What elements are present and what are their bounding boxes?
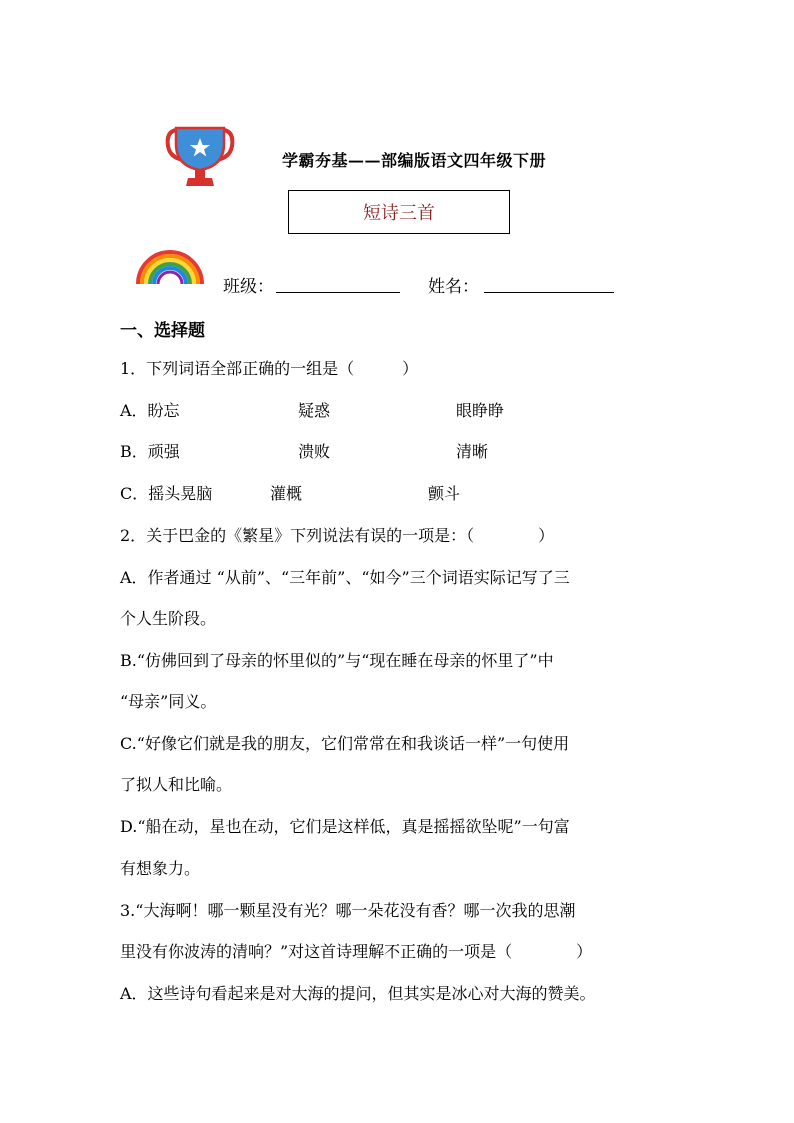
class-field[interactable]	[276, 292, 400, 293]
q2-option-a-line2: 个人生阶段。	[120, 609, 217, 628]
question-3-stem-line2: 里没有你波涛的清响？”对这首诗理解不正确的一项是（ ）	[120, 942, 593, 961]
lesson-title-box	[288, 190, 510, 234]
q2-option-d-line2: 有想象力。	[120, 859, 201, 878]
trophy-icon	[164, 126, 236, 194]
rainbow-icon	[134, 246, 206, 290]
question-3-stem-line1: 3.“大海啊！哪一颗星没有光？哪一朵花没有香？哪一次我的思潮	[120, 901, 576, 920]
q2-option-c-line1: C.“好像它们就是我的朋友，它们常常在和我谈话一样”一句使用	[120, 734, 570, 753]
lesson-title: 短诗三首	[363, 203, 435, 224]
question-1-stem: 1．下列词语全部正确的一组是（ ）	[120, 359, 419, 378]
q2-option-b-line1: B.“仿佛回到了母亲的怀里似的”与“现在睡在母亲的怀里了”中	[120, 651, 554, 670]
q1-option-c-label: C．摇头晃脑	[120, 484, 213, 503]
name-field[interactable]	[484, 292, 614, 293]
q1-option-b-word2: 溃败	[298, 442, 331, 461]
q1-option-a-word3: 眼睁睁	[456, 401, 505, 420]
q2-option-c-line2: 了拟人和比喻。	[120, 775, 233, 794]
section-heading: 一、选择题	[120, 321, 205, 341]
q1-option-c-word3: 颤斗	[428, 484, 461, 503]
q2-option-b-line2: “母亲”同义。	[120, 692, 217, 711]
q1-option-b-label: B．顽强	[120, 442, 180, 461]
class-label: 班级：	[223, 277, 274, 297]
q1-option-c-word2: 灌概	[270, 484, 303, 503]
name-label: 姓名：	[428, 277, 479, 297]
question-2-stem: 2．关于巴金的《繁星》下列说法有误的一项是：（ ）	[120, 526, 555, 545]
q2-option-d-line1: D.“船在动，星也在动，它们是这样低，真是摇摇欲坠呢”一句富	[120, 817, 570, 836]
q1-option-a-label: A．盼忘	[120, 401, 180, 420]
q1-option-a-word2: 疑惑	[298, 401, 331, 420]
q2-option-a-line1: A．作者通过 “从前”、“三年前”、“如今”三个词语实际记写了三	[120, 568, 570, 587]
page-title: 学霸夯基——部编版语文四年级下册	[282, 151, 547, 170]
q3-option-a: A．这些诗句看起来是对大海的提问，但其实是冰心对大海的赞美。	[120, 984, 596, 1003]
q1-option-b-word3: 清晰	[456, 442, 489, 461]
